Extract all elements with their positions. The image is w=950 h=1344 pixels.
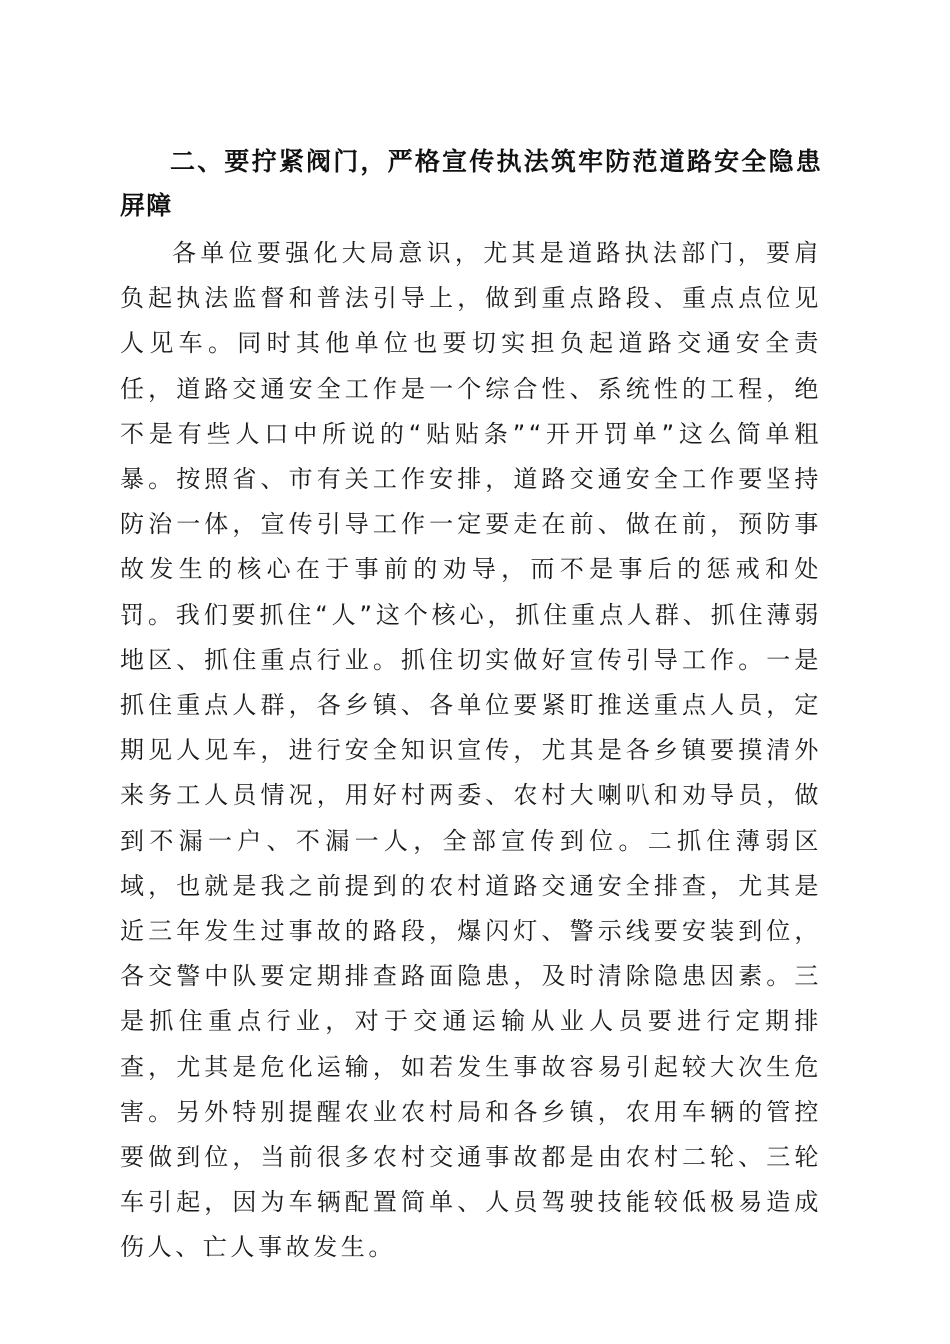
section-heading: 二、要拧紧阀门，严格宣传执法筑牢防范道路安全隐患屏障: [120, 147, 822, 220]
body-paragraph: 各单位要强化大局意识，尤其是道路执法部门，要肩负起执法监督和普法引导上，做到重点路段、重点点位见人见车。同时其他单位也要切实担负起道路交通安全责任，道路交通安全工作是一个综合性、系统性的工程，绝不是有些人口中所说的“贴贴条”“开开罚单”这么简单粗暴。按照省、市有关工作安排，道路交通安全工作要坚持防治一体，宣传引导工作一定要走在前、做在前，预防事故发生的核心在于事前的劝导，而不是事后的惩戒和处罚。我们要抓住“人”这个核心，抓住重点人群、抓住薄弱地区、抓住重点行业。抓住切实做好宣传引导工作。一是抓住重点人群，各乡镇、各单位要紧盯推送重点人员，定期见人见车，进行安全知识宣传，尤其是各乡镇要摸清外来务工人员情况，用好村两委、农村大喇叭和劝导员，做到不漏一户、不漏一人，全部宣传到位。二抓住薄弱区域，也就是我之前提到的农村道路交通安全排查，尤其是近三年发生过事故的路段，爆闪灯、警示线要安装到位，各交警中队要定期排查路面隐患，及时清除隐患因素。三是抓住重点行业，对于交通运输从业人员要进行定期排查，尤其是危化运输，如若发生事故容易引起较大次生危害。另外特别提醒农业农村局和各乡镇，农用车辆的管控要做到位，当前很多农村交通事故都是由农村二轮、三轮车引起，因为车辆配置简单、人员驾驶技能较低极易造成伤人、亡人事故发生。: [120, 239, 822, 1262]
document-body: [120, 140, 822, 1271]
